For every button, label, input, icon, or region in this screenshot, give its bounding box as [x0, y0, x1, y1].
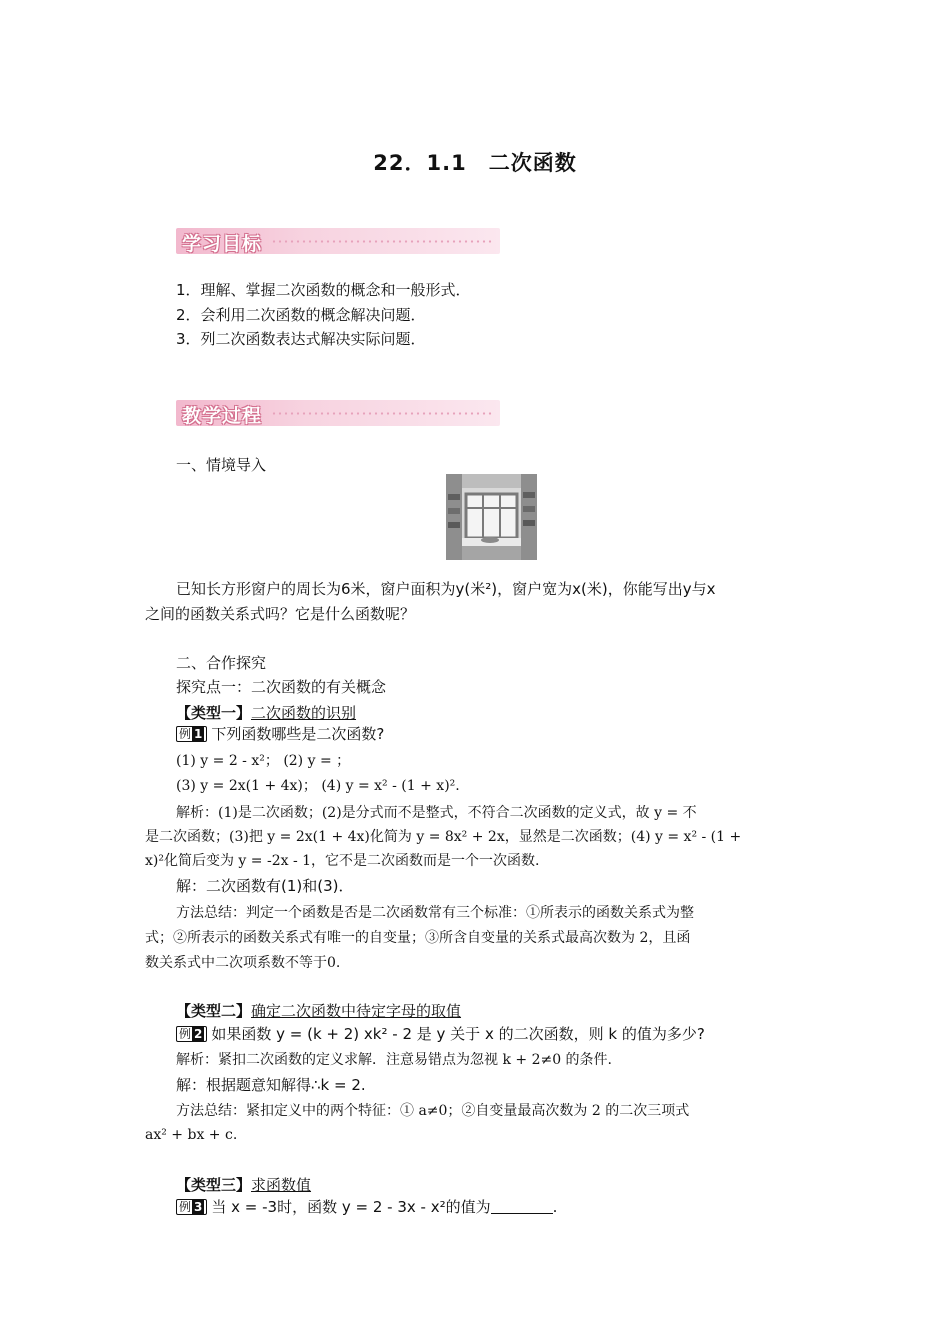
type-bracket: 【类型二】 — [176, 1002, 252, 1020]
teaching-process-banner — [176, 400, 500, 426]
example-text: 当 x = -3时，函数 y = 2 - 3x - x²的值为 — [211, 1198, 491, 1216]
section-heading: 一、情境导入 — [176, 456, 267, 474]
goal-item: 2．会利用二次函数的概念解决问题． — [176, 306, 426, 324]
example-badge: 例 2 — [176, 1026, 207, 1042]
window-photo-image — [446, 474, 537, 560]
page-title: 22．1.1 二次函数 — [373, 151, 577, 175]
type2-heading — [176, 1001, 461, 1021]
teaching-process-label: 教学过程 — [182, 405, 263, 427]
example2-solution: 解：根据题意知解得∴k = 2. — [176, 1076, 366, 1094]
example-badge: 例 1 — [176, 726, 207, 742]
example3-question — [176, 1197, 557, 1217]
section-heading: 二、合作探究 — [176, 654, 267, 672]
example1-summary: 方法总结：判定一个函数是否是二次函数常有三个标准：①所表示的函数关系式为整 — [176, 905, 694, 921]
answer-blank[interactable] — [491, 1199, 553, 1214]
intro-paragraph-line: 之间的函数关系式吗？它是什么函数呢？ — [145, 605, 416, 623]
type3-heading — [176, 1175, 311, 1195]
goal-item: 3．列二次函数表达式解决实际问题． — [176, 330, 426, 348]
example1-options: (1) y = 2 - x²； (2) y = ； — [176, 753, 351, 769]
type-bracket: 【类型三】 — [176, 1176, 252, 1194]
goal-item: 1．理解、掌握二次函数的概念和一般形式． — [176, 281, 471, 299]
example-text: 如果函数 y = (k + 2) xk² - 2 是 y 关于 x 的二次函数，则 k 的值为多少? — [211, 1025, 705, 1043]
example1-summary: 式；②所表示的函数关系式有唯一的自变量；③所含自变量的关系式最高次数为 2，且函 — [145, 930, 691, 946]
type-title: 确定二次函数中待定字母的取值 — [251, 1002, 462, 1020]
example1-analysis: x)²化简后变为 y = -2x - 1，它不是二次函数而是一个一次函数. — [145, 853, 540, 869]
example2-summary: 方法总结：紧扣定义中的两个特征：① a≠0；②自变量最高次数为 2 的二次三项式 — [176, 1103, 690, 1119]
banner-dots — [271, 240, 492, 243]
example1-options: (3) y = 2x(1 + 4x)； (4) y = x² - (1 + x)². — [176, 778, 460, 794]
type-title: 二次函数的识别 — [251, 704, 357, 722]
example1-question — [176, 724, 384, 744]
example1-solution: 解：二次函数有(1)和(3)． — [176, 877, 354, 895]
banner-dots — [271, 412, 492, 415]
example2-summary: ax² + bx + c. — [145, 1127, 238, 1143]
learning-goals-label: 学习目标 — [182, 233, 263, 255]
example2-question — [176, 1024, 705, 1044]
example1-analysis: 是二次函数；(3)把 y = 2x(1 + 4x)化简为 y = 8x² + 2x，显然是二次函数；(4) y = x² - (1 + — [145, 829, 742, 845]
intro-paragraph-line: 已知长方形窗户的周长为6米，窗户面积为y(米²)，窗户宽为x(米)，你能写出y与x — [176, 580, 716, 598]
learning-goals-banner — [176, 228, 500, 254]
type-bracket: 【类型一】 — [176, 704, 252, 722]
example-badge: 例 3 — [176, 1199, 207, 1215]
example1-summary: 数关系式中二次项系数不等于0. — [145, 955, 341, 971]
example-end: . — [552, 1198, 558, 1216]
window-room-photo — [446, 474, 537, 560]
example-text: 下列函数哪些是二次函数? — [211, 725, 385, 743]
example2-analysis: 解析：紧扣二次函数的定义求解．注意易错点为忽视 k + 2≠0 的条件. — [176, 1052, 613, 1068]
explore-point-heading: 探究点一：二次函数的有关概念 — [176, 678, 387, 696]
type-title: 求函数值 — [251, 1176, 312, 1194]
type1-heading — [176, 703, 356, 723]
example1-analysis: 解析：(1)是二次函数；(2)是分式而不是整式，不符合二次函数的定义式，故 y = 不 — [176, 805, 697, 821]
